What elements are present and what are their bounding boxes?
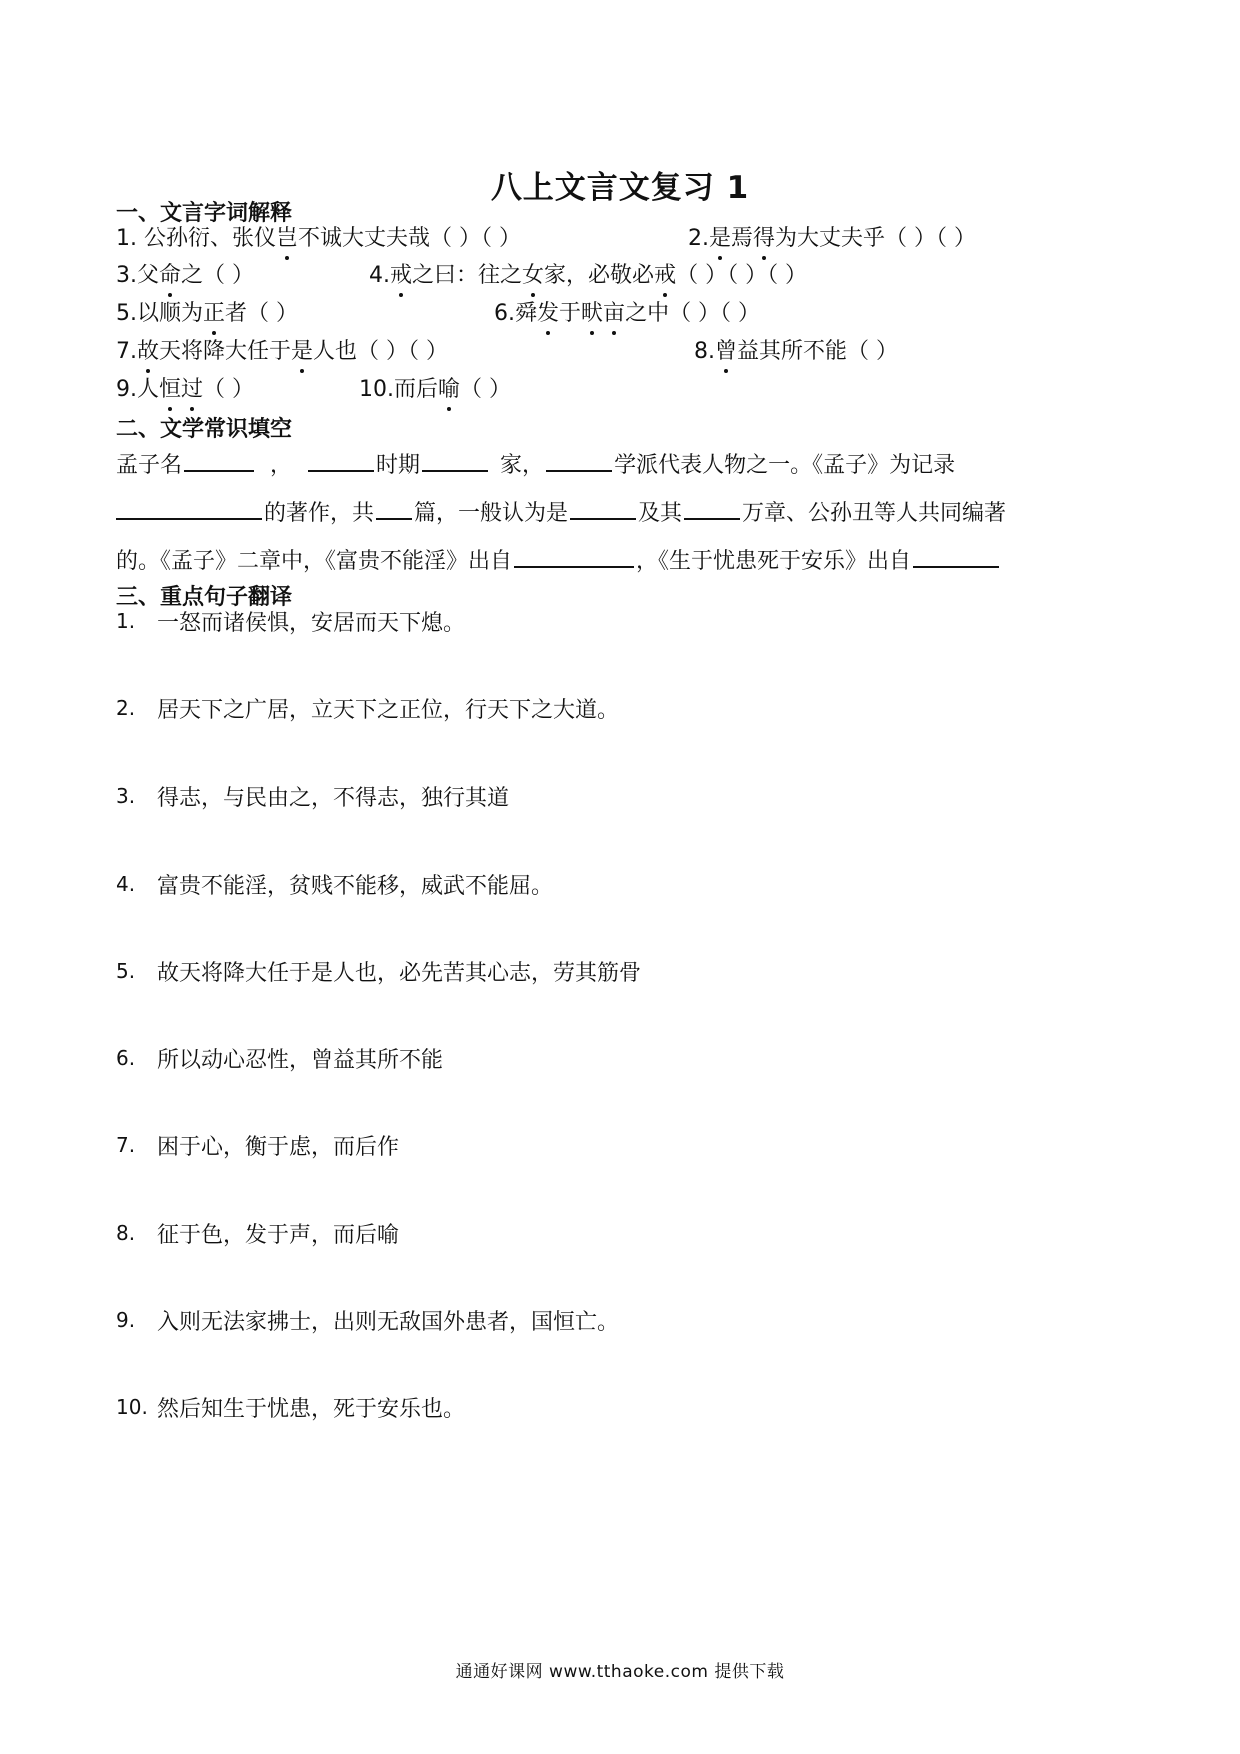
section2-heading: 二、文学常识填空 bbox=[116, 417, 293, 442]
dotted-char: 戒 bbox=[654, 261, 676, 291]
vocab-item-3: 3.父命之（ ） bbox=[116, 261, 254, 291]
dotted-char: 正 bbox=[203, 299, 225, 329]
dotted-char: 喻 bbox=[438, 375, 460, 405]
dotted-char: 曾 bbox=[715, 337, 737, 367]
section3-heading: 三、重点句子翻译 bbox=[116, 585, 293, 610]
vocab-item-1: 1. 公孙衍、张仪岂不诚大丈夫哉（ ）（ ） bbox=[116, 224, 521, 254]
vocab-item-2: 2.是焉得为大丈夫乎（ ）（ ） bbox=[688, 224, 976, 254]
translation-sentence-3: 得志，与民由之，不得志，独行其道 bbox=[157, 786, 510, 811]
translation-num-10: 10. bbox=[116, 1395, 148, 1419]
vocab-item-4: 4.戒之曰：往之女家，必敬必戒（ ）（ ）（ ） bbox=[369, 261, 807, 291]
translation-sentence-2: 居天下之广居，立天下之正位，行天下之大道。 bbox=[157, 698, 620, 723]
dotted-char: 命 bbox=[159, 261, 181, 291]
fill-blank[interactable] bbox=[116, 496, 262, 520]
dotted-char: 故 bbox=[137, 337, 159, 367]
fill-blank[interactable] bbox=[514, 544, 634, 568]
vocab-item-8: 8.曾益其所不能（ ） bbox=[694, 337, 898, 367]
translation-num-5: 5. bbox=[116, 959, 136, 983]
fill-blank[interactable] bbox=[376, 496, 412, 520]
translation-num-3: 3. bbox=[116, 784, 136, 808]
lit-line-3: 的。《孟子》二章中，《富贵不能淫》出自 ，《生于忧患死于安乐》出自 bbox=[116, 544, 1001, 577]
dotted-char: 过 bbox=[181, 375, 203, 405]
translation-num-6: 6. bbox=[116, 1046, 136, 1070]
fill-blank[interactable] bbox=[570, 496, 636, 520]
translation-num-8: 8. bbox=[116, 1221, 136, 1245]
dotted-char: 发 bbox=[537, 299, 559, 329]
vocab-item-9: 9.人恒过（ ） bbox=[116, 375, 254, 405]
fill-blank[interactable] bbox=[546, 448, 612, 472]
translation-num-7: 7. bbox=[116, 1133, 136, 1157]
fill-blank[interactable] bbox=[422, 448, 488, 472]
dotted-char: 得 bbox=[753, 224, 775, 254]
lit-line-2: 的著作，共 篇，一般认为是 及其 万章、公孙丑等人共同编著 bbox=[116, 496, 1006, 529]
page-title: 八上文言文复习 1 bbox=[490, 170, 750, 206]
translation-sentence-7: 困于心，衡于虑，而后作 bbox=[157, 1135, 400, 1160]
translation-sentence-1: 一怒而诸侯惧，安居而天下熄。 bbox=[157, 611, 466, 636]
section1-heading: 一、文言字词解释 bbox=[116, 201, 293, 226]
translation-sentence-9: 入则无法家拂士，出则无敌国外患者，国恒亡。 bbox=[157, 1310, 620, 1335]
dotted-char: 畎 bbox=[581, 299, 603, 329]
dotted-char: 是 bbox=[291, 337, 313, 367]
dotted-char: 女 bbox=[522, 261, 544, 291]
vocab-item-7: 7.故天将降大任于是人也（ ）（ ） bbox=[116, 337, 448, 367]
fill-blank[interactable] bbox=[913, 544, 999, 568]
translation-num-4: 4. bbox=[116, 872, 136, 896]
translation-num-2: 2. bbox=[116, 696, 136, 720]
fill-blank[interactable] bbox=[308, 448, 374, 472]
translation-sentence-4: 富贵不能淫，贫贱不能移，威武不能屈。 bbox=[157, 874, 554, 899]
dotted-char: 岂 bbox=[276, 224, 298, 254]
footer-credit: 通通好课网 www.tthaoke.com 提供下载 bbox=[455, 1662, 785, 1682]
translation-num-9: 9. bbox=[116, 1308, 136, 1332]
dotted-char: 戒 bbox=[390, 261, 412, 291]
lit-line-1: 孟子名 ， 时期 家， 学派代表人物之一。《孟子》为记录 bbox=[116, 448, 955, 481]
fill-blank[interactable] bbox=[684, 496, 740, 520]
translation-sentence-6: 所以动心忍性，曾益其所不能 bbox=[157, 1048, 444, 1073]
fill-blank[interactable] bbox=[184, 448, 254, 472]
dotted-char: 是 bbox=[709, 224, 731, 254]
translation-sentence-10: 然后知生于忧患，死于安乐也。 bbox=[157, 1397, 466, 1422]
translation-num-1: 1. bbox=[116, 609, 136, 633]
translation-sentence-5: 故天将降大任于是人也，必先苦其心志，劳其筋骨 bbox=[157, 961, 642, 986]
translation-sentence-8: 征于色，发于声，而后喻 bbox=[157, 1223, 400, 1248]
vocab-item-6: 6.舜发于畎亩之中（ ）（ ） bbox=[494, 299, 760, 329]
vocab-item-5: 5.以顺为正者（ ） bbox=[116, 299, 298, 329]
dotted-char: 亩 bbox=[603, 299, 625, 329]
vocab-item-10: 10.而后喻（ ） bbox=[359, 375, 511, 405]
dotted-char: 恒 bbox=[159, 375, 181, 405]
